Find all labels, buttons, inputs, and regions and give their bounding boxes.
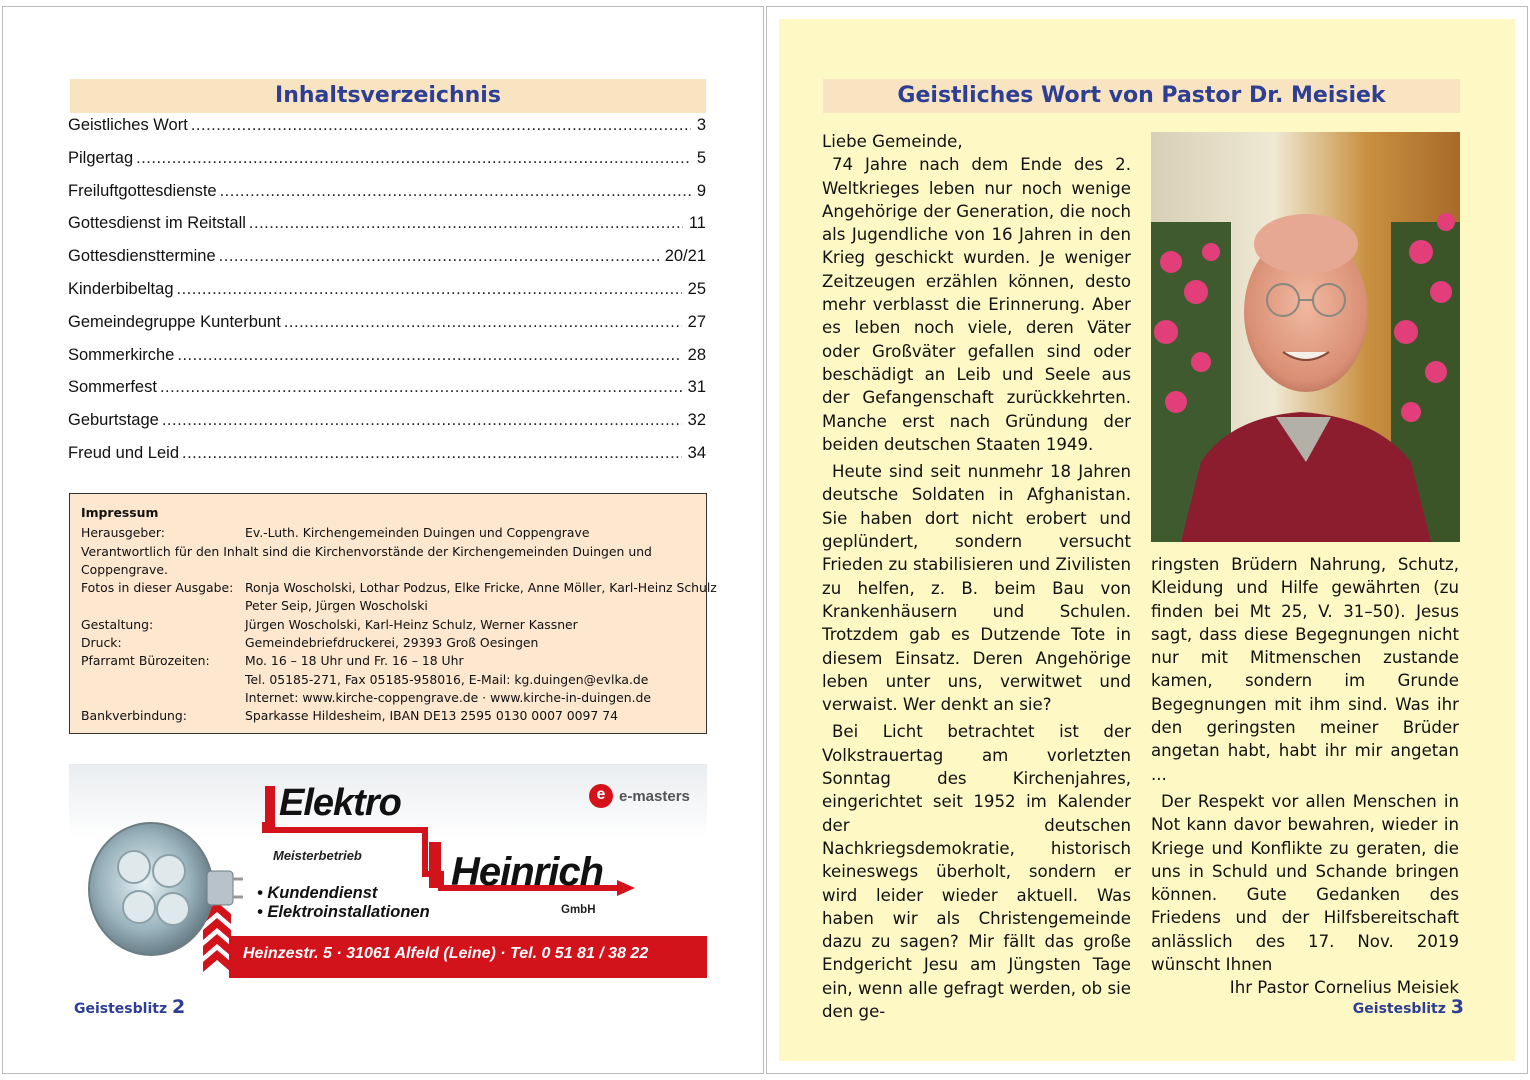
toc-entry[interactable] [68,149,706,182]
article-paragraph: ringsten Brüdern Nahrung, Schutz, Kleidung und Hilfe gewährten (zu finden bei Mt 25, V. 31–50). Jesus sagt, dass diese Begegnungen nicht nur mit Mitmenschen zustande kamen, sondern im Grunde Begegnungen mit ihm sind. Was ihr den geringsten meiner Brüder angetan habt, habt ihr mir angetan ... [1151,555,1459,784]
article-column-2 [1151,553,1459,1000]
photos-line-1: Ronja Woscholski, Lothar Podzus, Elke Fricke, Anne Möller, Karl-Heinz Schulz [245,580,717,596]
photos-value [245,579,717,616]
toc-entry-page: 20/21 [664,247,706,266]
toc-entry-page: 32 [687,411,706,430]
toc-entry-title: Geistliches Wort [68,116,188,134]
table-of-contents [68,116,706,477]
toc-entry-title: Freiluftgottesdienste [68,181,217,200]
toc-entry[interactable] [68,378,706,411]
toc-dot-leader [177,280,682,299]
office-label: Pfarramt Bürozeiten: [81,653,210,669]
bank-value: Sparkasse Hildesheim, IBAN DE13 2595 0130 0007 0097 74 [245,708,619,724]
toc-entry-title: Gottesdiensttermine [68,247,216,266]
toc-entry[interactable] [68,214,706,247]
ad-gmbh: GmbH [561,904,596,916]
toc-entry-page: 3 [696,116,706,134]
footer-label: Geistesblitz [1352,1001,1446,1017]
toc-dot-leader [177,346,681,365]
led-bulb-image [79,809,244,974]
article-paragraph: 74 Jahre nach dem Ende des 2. Weltkrieges leben nur noch wenige Angehörige der Generation, die noch als Jugendliche von 16 Jahren in den Krieg geschickt wurden. Je weniger Zeitzeugen erzählen können, desto mehr verblasst die Erinnerung. Aber es leben noch viele, deren Väter oder Großväter gefallen sind oder beschädigt an Leib und Seele aus der Gefangenschaft zurückkehrten. Manche erst nach Gründung der beiden deutschen Staaten 1949. [822,155,1131,454]
toc-entry-page: 5 [696,148,706,167]
footer-left [74,996,185,1018]
toc-entry-title: Gottesdienst im Reitstall [68,214,246,233]
toc-dot-leader [219,247,659,266]
design-value: Jürgen Woscholski, Karl-Heinz Schulz, Werner Kassner [245,616,578,632]
article-greeting: Liebe Gemeinde, [822,132,963,151]
toc-entry-title: Geburtstage [68,411,159,430]
ad-brand-heinrich: Heinrich [451,850,604,894]
impressum-office [81,652,696,707]
ad-service-1: • Kundendienst [257,884,378,902]
toc-entry-title: Pilgertag [68,148,134,167]
ad-partner-name: e-masters [619,787,690,805]
publisher-label: Herausgeber: [81,525,165,541]
ad-meisterbetrieb: Meisterbetrieb [273,848,362,863]
toc-dot-leader [249,214,683,233]
toc-entry-page: 31 [687,378,706,397]
toc-entry-page: 9 [696,181,706,200]
page-number: 3 [1450,996,1464,1018]
footer-label: Geistesblitz [74,1001,168,1017]
toc-entry-page: 34 [687,443,706,462]
toc-entry[interactable] [68,346,706,379]
office-web: Internet: www.kirche-coppengrave.de · www.kirche-in-duingen.de [245,689,652,705]
office-hours: Mo. 16 – 18 Uhr und Fr. 16 – 18 Uhr [245,653,464,669]
impressum-design [81,616,696,634]
article-paragraph: Bei Licht betrachtet ist der Volkstrauertag am vorletzten Sonntag des Kirchenjahres, eingerichtet seit 1952 im Kalender der deutschen Nachkriegsdemokratie, historisch keineswegs überholt, sondern er wird leider wieder aktuell. Was haben wir als Christengemeinde dazu zu sagen? Mir fällt das große Endgericht Jesu am Jüngsten Tage ein, wenn alle gefragt werden, ob sie den ge- [822,722,1131,1021]
toc-dot-leader [182,444,682,463]
footer-right [1353,996,1464,1018]
toc-entry-title: Gemeindegruppe Kunterbunt [68,312,281,331]
toc-entry[interactable] [68,411,706,444]
toc-dot-leader [220,182,691,201]
toc-entry-title: Sommerfest [68,378,157,397]
article-paragraph: Der Respekt vor allen Menschen in Not kann davor bewahren, wieder in Kriege und Konflikte zu geraten, die uns in Schuld und Schande bringen können. Gute Gedanken des Friedens und der Hilfsbereitschaft anlässlich des 17. Nov. 2019 wünscht Ihnen [1151,791,1459,975]
toc-entry-page: 28 [687,345,706,364]
toc-dot-leader [284,313,682,332]
toc-dot-leader [160,378,682,397]
toc-entry-page: 27 [687,312,706,331]
photos-label: Fotos in dieser Ausgabe: [81,580,234,596]
toc-entry[interactable] [68,182,706,215]
toc-dot-leader [191,116,691,135]
office-contact: Tel. 05185-271, Fax 05185-958016, E-Mail: kg.duingen@evlka.de [245,671,649,687]
toc-entry-title: Kinderbibeltag [68,279,174,298]
toc-entry[interactable] [68,280,706,313]
impressum-bank [81,707,696,725]
impressum-print [81,634,696,652]
design-label: Gestaltung: [81,616,154,632]
article-title: Geistliches Wort von Pastor Dr. Meisiek [823,79,1460,113]
bank-label: Bankverbindung: [81,708,187,724]
toc-entry[interactable] [68,444,706,477]
impressum-responsible: Verantwortlich für den Inhalt sind die Kirchenvorstände der Kirchengemeinden Duingen und Coppengrave. [81,543,652,577]
ad-address: Heinzestr. 5 · 31061 Alfeld (Leine) · Tel. 0 51 81 / 38 22 [243,945,649,962]
toc-entry-page: 25 [687,279,706,298]
toc-entry-title: Sommerkirche [68,345,175,364]
toc-entry-page: 11 [688,214,706,233]
advertisement-elektro-heinrich [69,764,707,978]
toc-entry[interactable] [68,313,706,346]
e-masters-icon: e [589,784,613,808]
pastor-portrait-image [1151,132,1460,542]
toc-dot-leader [162,411,682,430]
article-paragraph: Heute sind seit nunmehr 18 Jahren deutsche Soldaten in Afghanistan. Sie haben dort nicht erobert und geplündert, sondern versucht Frieden zu stabilisieren und Zivilisten zu helfen, z. B. beim Bau von Krankenhäusern und Schulen. Trotzdem gab es Dutzende Tote in diesem Einsatz. Deren Angehörige leben unter uns, verwitwet und verwaist. Wer denkt an sie? [822,462,1131,715]
toc-entry[interactable] [68,116,706,149]
office-value [245,652,696,707]
photos-line-2: Peter Seip, Jürgen Woscholski [245,598,428,614]
print-value: Gemeindebriefdruckerei, 29393 Groß Oesingen [245,635,539,651]
ad-partner-logo [589,784,690,808]
pastor-photo [1151,132,1460,542]
article-signature: Ihr Pastor Cornelius Meisiek [1229,978,1459,998]
toc-dot-leader [136,149,691,168]
article-column-1 [822,130,1131,1023]
toc-entry[interactable] [68,247,706,280]
impressum-box [69,493,717,734]
ad-brand-elektro: Elektro [279,782,401,824]
print-label: Druck: [81,635,122,651]
page-number: 2 [171,996,186,1018]
ad-service-2: • Elektroinstallationen [257,903,430,921]
impressum-publisher [81,524,696,542]
ad-services-list [257,884,430,922]
impressum-photos [81,579,717,616]
impressum-heading: Impressum [81,505,159,520]
toc-entry-title: Freud und Leid [68,443,179,462]
toc-title: Inhaltsverzeichnis [70,79,706,113]
publisher-value: Ev.-Luth. Kirchengemeinden Duingen und Coppengrave [245,525,590,541]
